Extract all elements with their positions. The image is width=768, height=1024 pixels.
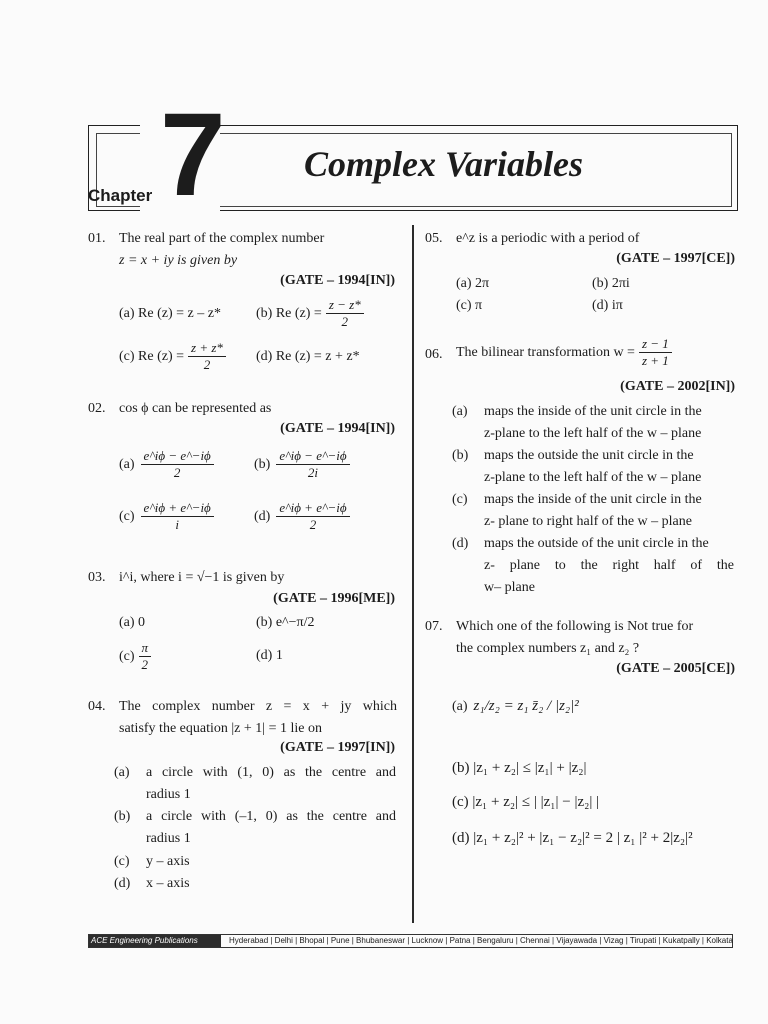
- q02-option-d-denominator: 2: [309, 517, 317, 532]
- q07-option-c: (c) |z₁ + z₂| ≤ | |z₁| − |z₂| |: [452, 794, 600, 810]
- q07-option-a: [452, 698, 579, 715]
- q02-option-a-numerator: e^iϕ − e^−iϕ: [141, 448, 214, 465]
- q06-option-c: maps the inside of the unit circle in the: [484, 492, 702, 507]
- q04-text-2: satisfy the equation |z + 1| = 1 lie on: [119, 721, 322, 736]
- q01-option-c-fraction: [188, 340, 226, 373]
- branch-cities: Hyderabad | Delhi | Bhopal | Pune | Bhubaneswar | Lucknow | Patna | Bengaluru | Chennai | Vijayawada | Vizag | Tirupati | Kukatpally | Kolkata: [229, 936, 733, 945]
- q01-option-c-label: (c) Re (z) =: [119, 348, 185, 364]
- q02-option-b-denominator: 2i: [307, 465, 318, 480]
- q06-option-a-label: (a): [452, 404, 468, 419]
- q06-number: 06.: [425, 347, 443, 362]
- q02-option-d-fraction: [276, 500, 349, 533]
- q01-option-a: (a) Re (z) = z – z*: [119, 306, 221, 321]
- q01-text-2: z = x + iy is given by: [119, 253, 238, 268]
- q03-option-d: (d) 1: [256, 648, 283, 663]
- q04-option-d-label: (d): [114, 876, 131, 891]
- q04-option-a: a circle with (1, 0) as the centre and: [146, 765, 396, 780]
- q01-option-b-fraction: [326, 297, 364, 330]
- chapter-number: 7: [160, 89, 226, 221]
- q07-option-d: (d) |z₁ + z₂|² + |z₁ − z₂|² = 2 | z₁ |² + 2|z₂|²: [452, 830, 693, 846]
- q05-source: (GATE – 1997[CE]): [616, 251, 735, 266]
- q06-option-d-label: (d): [452, 536, 469, 551]
- q02-option-c: [119, 500, 214, 533]
- q04-number: 04.: [88, 699, 106, 714]
- q02-option-a-fraction: [141, 448, 214, 481]
- q06-option-c-line2: z- plane to right half of the w – plane: [484, 514, 692, 529]
- q06-text: [456, 336, 672, 369]
- q06-text-label: The bilinear transformation w =: [456, 344, 635, 360]
- q03-option-c-fraction: [139, 640, 152, 673]
- q02-option-b-fraction: [276, 448, 349, 481]
- q02-option-c-label: (c): [119, 508, 135, 524]
- q01-option-c: [119, 340, 226, 373]
- q04-option-d: x – axis: [146, 876, 190, 891]
- q03-option-c-denominator: 2: [141, 657, 149, 672]
- q06-option-c-label: (c): [452, 492, 468, 507]
- q02-option-b-numerator: e^iϕ − e^−iϕ: [276, 448, 349, 465]
- footer-bar: [88, 934, 733, 948]
- q03-text: i^i, where i = √−1 is given by: [119, 570, 285, 585]
- q05-text: e^z is a periodic with a period of: [456, 231, 640, 246]
- q06-source: (GATE – 2002[IN]): [620, 379, 735, 394]
- q06-fraction-denominator: z + 1: [641, 353, 669, 368]
- q03-option-a: (a) 0: [119, 615, 146, 630]
- q02-option-c-fraction: [141, 500, 214, 533]
- q01-option-d: (d) Re (z) = z + z*: [256, 349, 360, 364]
- q02-option-c-denominator: i: [175, 517, 179, 532]
- q06-option-d-line3: w– plane: [484, 580, 535, 595]
- publisher-label: ACE Engineering Publications: [89, 935, 221, 947]
- q07-number: 07.: [425, 619, 443, 634]
- q03-source: (GATE – 1996[ME]): [273, 591, 395, 606]
- q05-option-b: (b) 2πi: [592, 276, 630, 291]
- chapter-title: Complex Variables: [304, 144, 584, 184]
- q04-option-b-label: (b): [114, 809, 131, 824]
- q05-option-d: (d) iπ: [592, 298, 623, 313]
- q06-fraction-numerator: z − 1: [639, 336, 672, 353]
- column-divider: [412, 225, 414, 923]
- q04-option-a-line2: radius 1: [146, 787, 191, 802]
- q03-option-b: (b) e^−π/2: [256, 615, 315, 630]
- q02-option-a: [119, 448, 214, 481]
- q01-number: 01.: [88, 231, 106, 246]
- q07-text-2: the complex numbers z₁ and z₂ ?: [456, 641, 640, 656]
- q05-option-c: (c) π: [456, 298, 483, 313]
- q06-option-b-label: (b): [452, 448, 469, 463]
- q06-option-d: maps the outside of the unit circle in the: [484, 536, 709, 551]
- q02-option-d-label: (d): [254, 508, 271, 524]
- q06-fraction: [639, 336, 672, 369]
- q01-option-b-denominator: 2: [341, 314, 348, 329]
- q04-option-a-label: (a): [114, 765, 130, 780]
- q01-option-c-denominator: 2: [203, 357, 211, 372]
- q07-option-b: (b) |z₁ + z₂| ≤ |z₁| + |z₂|: [452, 760, 587, 776]
- q02-option-b-label: (b): [254, 456, 271, 472]
- q01-option-c-numerator: z + z*: [188, 340, 226, 357]
- q07-text: Which one of the following is Not true for: [456, 619, 694, 634]
- q04-option-c: y – axis: [146, 854, 190, 869]
- q02-source: (GATE – 1994[IN]): [280, 421, 395, 436]
- q04-option-b: a circle with (–1, 0) as the centre and: [146, 809, 396, 824]
- q02-option-c-numerator: e^iϕ + e^−iϕ: [141, 500, 214, 517]
- q03-number: 03.: [88, 570, 106, 585]
- q04-option-c-label: (c): [114, 854, 130, 869]
- q01-option-b-label: (b) Re (z) =: [256, 305, 322, 321]
- q02-number: 02.: [88, 401, 106, 416]
- q04-source: (GATE – 1997[IN]): [280, 740, 395, 755]
- q07-option-a-expression: z₁/z₂ = z₁ z̄₂ / |z₂|²: [473, 698, 579, 714]
- q07-option-a-label: (a): [452, 698, 468, 714]
- q01-source: (GATE – 1994[IN]): [280, 273, 395, 288]
- q06-option-a-line2: z-plane to the left half of the w – plane: [484, 426, 702, 441]
- q01-text: The real part of the complex number: [119, 231, 325, 246]
- q02-option-b: [254, 448, 350, 481]
- q01-option-b-numerator: z − z*: [326, 297, 364, 314]
- q02-text: cos ϕ can be represented as: [119, 401, 272, 416]
- q03-option-c-label: (c): [119, 648, 135, 664]
- q03-option-c-numerator: π: [139, 640, 152, 657]
- q06-option-b-line2: z-plane to the left half of the w – plane: [484, 470, 702, 485]
- q03-option-c: [119, 640, 151, 673]
- q04-option-b-line2: radius 1: [146, 831, 191, 846]
- q06-option-b: maps the outside the unit circle in the: [484, 448, 694, 463]
- q02-option-a-label: (a): [119, 456, 135, 472]
- q06-option-d-line2: z- plane to the right half of the: [484, 558, 734, 573]
- q02-option-d: [254, 500, 350, 533]
- chapter-label: Chapter: [88, 186, 153, 205]
- q06-option-a: maps the inside of the unit circle in the: [484, 404, 702, 419]
- q01-option-b: [256, 297, 364, 330]
- q02-option-a-denominator: 2: [173, 465, 181, 480]
- q07-source: (GATE – 2005[CE]): [616, 661, 735, 676]
- q05-number: 05.: [425, 231, 443, 246]
- q02-option-d-numerator: e^iϕ + e^−iϕ: [276, 500, 349, 517]
- q04-text: The complex number z = x + jy which: [119, 699, 397, 714]
- q05-option-a: (a) 2π: [456, 276, 490, 291]
